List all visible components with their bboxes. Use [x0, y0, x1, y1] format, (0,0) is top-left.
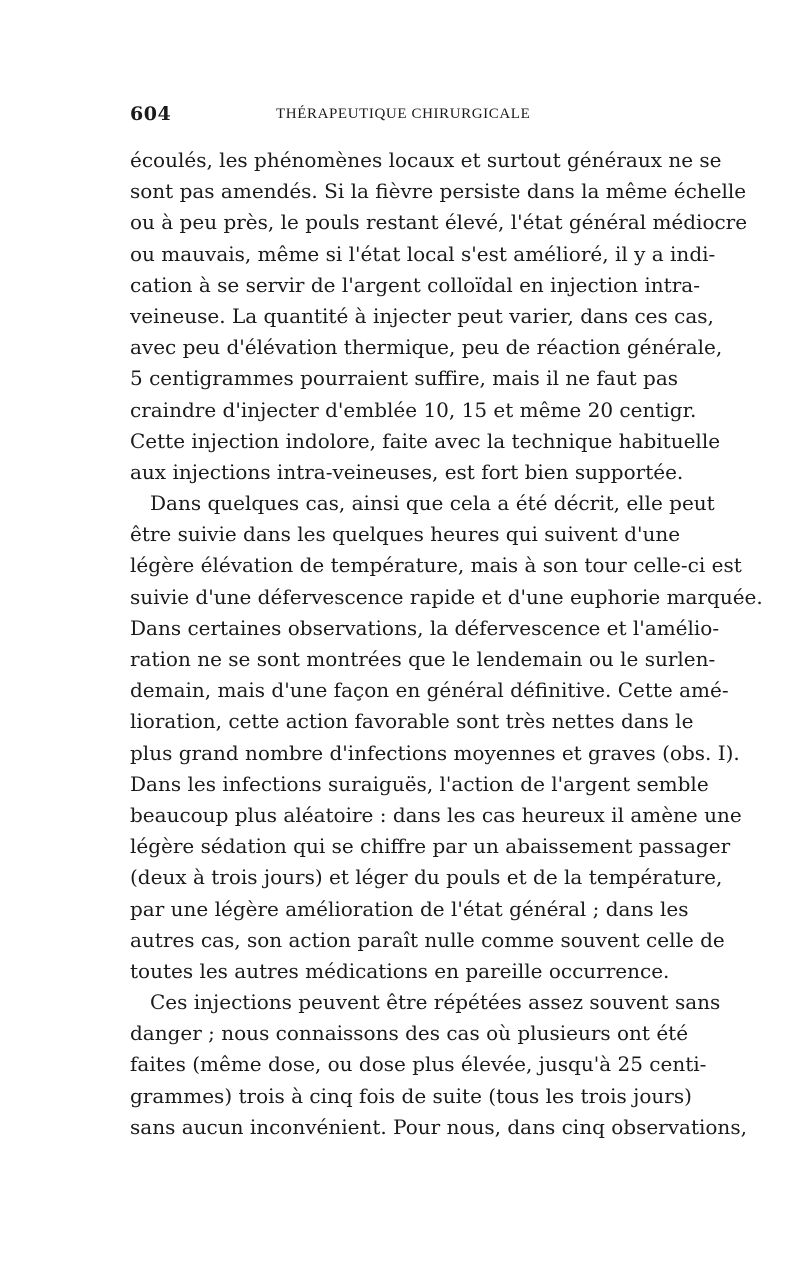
text-line: suivie d'une défervescence rapide et d'une euphorie marquée. — [130, 584, 763, 609]
text-line: ou à peu près, le pouls restant élevé, l'état général médiocre — [130, 210, 748, 235]
text-line: plus grand nombre d'infections moyennes et graves (obs. I). — [130, 740, 740, 765]
body-text — [130, 145, 763, 1143]
text-line: lioration, cette action favorable sont très nettes dans le — [130, 709, 694, 734]
text-line: aux injections intra-veineuses, est fort bien supportée. — [130, 459, 684, 484]
text-line: sans aucun inconvénient. Pour nous, dans cinq observations, — [130, 1114, 747, 1139]
text-line: Dans quelques cas, ainsi que cela a été décrit, elle peut — [150, 491, 715, 516]
text-line: par une légère amélioration de l'état général ; dans les — [130, 896, 689, 921]
text-line: Dans les infections suraiguës, l'action de l'argent semble — [130, 771, 709, 796]
page-header — [130, 103, 678, 137]
page-number: 604 — [130, 103, 172, 125]
text-line: craindre d'injecter d'emblée 10, 15 et même 20 centigr. — [130, 397, 697, 422]
text-line: grammes) trois à cinq fois de suite (tous les trois jours) — [130, 1083, 692, 1108]
text-line: toutes les autres médications en pareille occurrence. — [130, 958, 670, 983]
text-line: (deux à trois jours) et léger du pouls et de la température, — [130, 865, 723, 890]
text-line: beaucoup plus aléatoire : dans les cas heureux il amène une — [130, 802, 742, 827]
text-line: faites (même dose, ou dose plus élevée, jusqu'à 25 centi- — [130, 1052, 707, 1077]
text-line: veineuse. La quantité à injecter peut varier, dans ces cas, — [130, 303, 714, 328]
text-line: Dans certaines observations, la défervescence et l'amélio- — [130, 615, 720, 640]
text-line: 5 centigrammes pourraient suffire, mais il ne faut pas — [130, 366, 678, 391]
text-line: ou mauvais, même si l'état local s'est amélioré, il y a indi- — [130, 241, 716, 266]
text-line: avec peu d'élévation thermique, peu de réaction générale, — [130, 335, 723, 360]
text-line: demain, mais d'une façon en général définitive. Cette amé- — [130, 678, 729, 703]
text-line: Cette injection indolore, faite avec la technique habituelle — [130, 428, 721, 453]
text-line: légère sédation qui se chiffre par un abaissement passager — [130, 834, 731, 859]
text-line: ration ne se sont montrées que le lendemain ou le surlen- — [130, 647, 716, 671]
text-line: sont pas amendés. Si la fièvre persiste dans la même échelle — [130, 179, 747, 204]
running-title: THÉRAPEUTIQUE CHIRURGICALE — [276, 106, 531, 122]
text-line: cation à se servir de l'argent colloïdal en injection intra- — [130, 272, 700, 297]
text-line: être suivie dans les quelques heures qui suivent d'une — [130, 522, 681, 547]
text-line: danger ; nous connaissons des cas où plusieurs ont été — [130, 1021, 689, 1046]
text-line: légère élévation de température, mais à son tour celle-ci est — [130, 553, 742, 578]
text-line: écoulés, les phénomènes locaux et surtout généraux ne se — [130, 148, 722, 172]
text-line: Ces injections peuvent être répétées assez souvent sans — [150, 990, 721, 1015]
text-line: autres cas, son action paraît nulle comme souvent celle de — [130, 927, 725, 952]
